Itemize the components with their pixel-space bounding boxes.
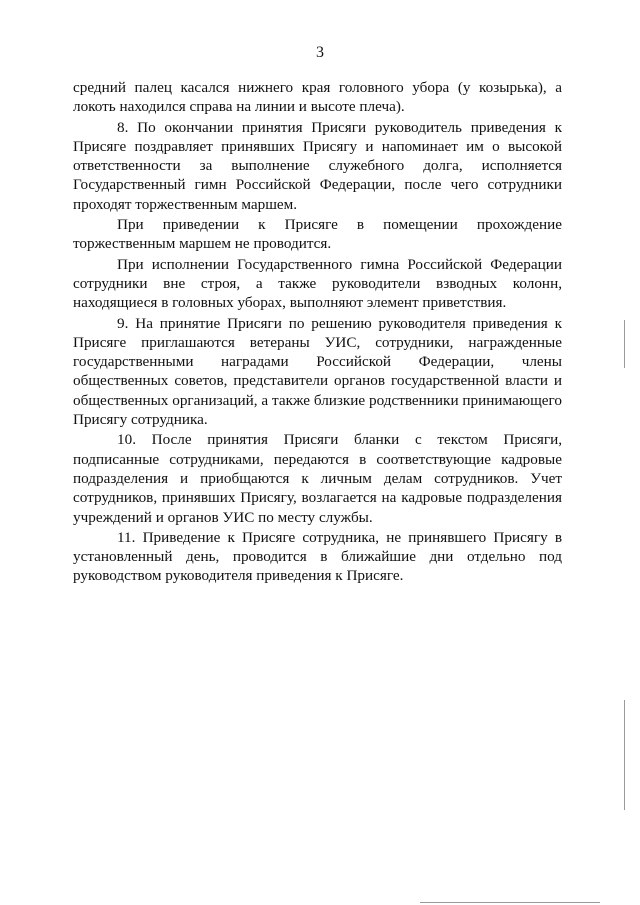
scan-edge-mark <box>624 320 625 368</box>
paragraph-item-8: 8. По окончании принятия Присяги руководитель приведения к Присяге поздравляет принявших Присягу и напоминает им о высокой ответственности за выполнение служебного долга, исполняется Государственный гимн Российской Федерации, после чего сотрудники проходят торжественным маршем. <box>73 118 562 213</box>
paragraph-item-9: 9. На принятие Присяги по решению руководителя приведения к Присяге приглашаются ветераны УИС, сотрудники, награжденные государственными наградами Российской Федерации, члены общественных советов, представители органов государственной власти и общественных организаций, а также близкие родственники принимающего Присягу сотрудника. <box>73 314 562 429</box>
paragraph-anthem-salute: При исполнении Государственного гимна Российской Федерации сотрудники вне строя, а также руководители взводных колонн, находящиеся в головных уборах, выполняют элемент приветствия. <box>73 255 562 312</box>
paragraph-item-11: 11. Приведение к Присяге сотрудника, не принявшего Присягу в установленный день, проводится в ближайшие дни отдельно под руководством руководителя приведения к Присяге. <box>73 528 562 585</box>
document-body <box>73 78 562 587</box>
paragraph-indoor-oath: При приведении к Присяге в помещении прохождение торжественным маршем не проводится. <box>73 216 562 253</box>
paragraph-continuation: средний палец касался нижнего края головного убора (у козырька), а локоть находился справа на линии и высоте плеча). <box>73 79 562 116</box>
scan-edge-mark <box>420 902 600 903</box>
scan-edge-mark <box>624 700 625 810</box>
page-number: 3 <box>316 44 324 61</box>
paragraph-item-10: 10. После принятия Присяги бланки с текстом Присяги, подписанные сотрудниками, передаются в соответствующие кадровые подразделения и приобщаются к личным делам сотрудников. Учет сотрудников, принявших Присягу, возлагается на кадровые подразделения учреждений и органов УИС по месту службы. <box>73 431 562 526</box>
